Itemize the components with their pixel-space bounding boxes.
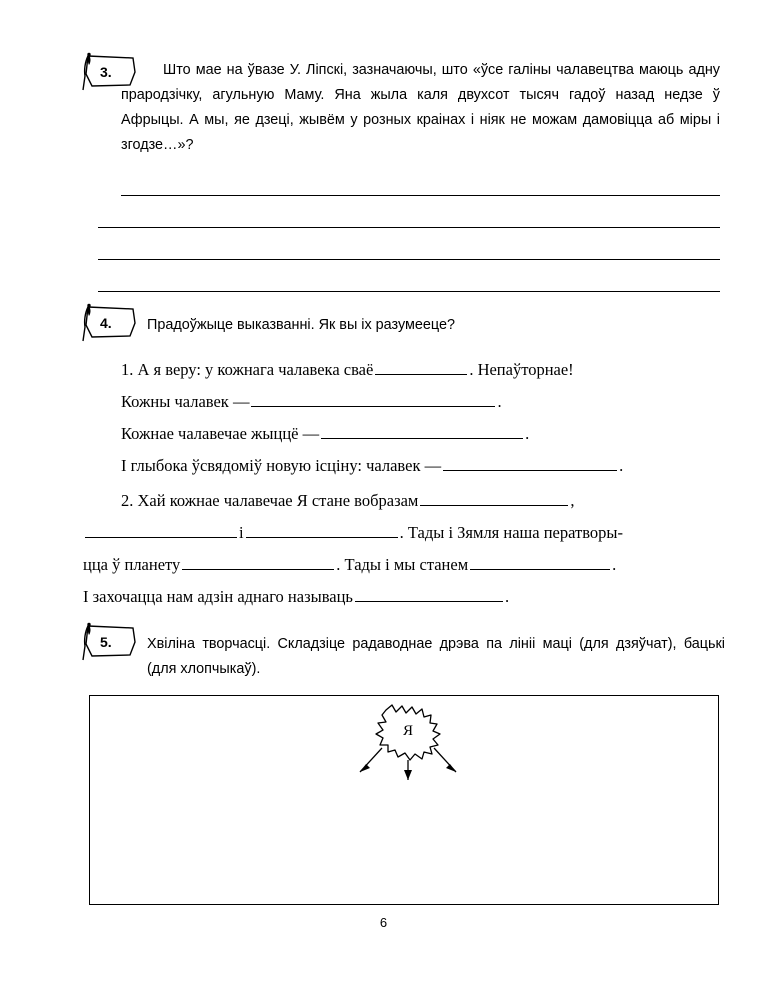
line8-text-b: . [504, 587, 510, 606]
line5-text-b: , [570, 491, 575, 510]
line7-text-c: . [612, 555, 617, 574]
fill-blank-1[interactable] [375, 358, 467, 375]
exercise-number-3: 3. [100, 64, 112, 80]
exercise-4-line-7 [83, 549, 723, 580]
exercise-4-line-5 [121, 485, 731, 516]
fill-blank-5[interactable] [420, 489, 568, 506]
exercise-4-line-3 [121, 418, 721, 449]
starburst-svg [348, 702, 468, 782]
line6-text-b: . Тады і Зямля наша ператворы- [399, 523, 623, 542]
exercise-3-prompt: Што мае на ўвазе У. Ліпскі, зазначаючы, што «ўсе галіны чалавецтва маюць адну прародзічку, агульную Маму. Яна жыла каля двухсот тысяч гадоў назад недзе ў Афрыцы. А мы, яе дзеці, жывём у розных краінах і ніяк не можам дамовіцца аб міры і згодзе…»? [121, 62, 720, 153]
line6-text-a: і [239, 523, 244, 542]
starburst-diagram [348, 702, 468, 782]
answer-rule-2[interactable] [98, 227, 720, 228]
fill-blank-10[interactable] [355, 585, 503, 602]
fill-blank-8[interactable] [182, 553, 334, 570]
exercise-4-prompt: Прадоўжыце выказванні. Як вы іх разумееце? [147, 317, 455, 333]
fill-blank-7[interactable] [246, 521, 398, 538]
line2-text-b: . [497, 392, 502, 411]
line5-text-a: Хай кожнае чалавечае Я стане вобразам [137, 491, 419, 510]
line4-text-b: . [619, 456, 624, 475]
exercise-4-line-2 [121, 386, 721, 417]
line3-text-a: Кожнае чалавечае жыццё — [121, 424, 320, 443]
line1-item-label: 1. [121, 360, 134, 379]
line8-text-a: І захочацца нам адзін аднаго называць [83, 587, 353, 606]
exercise-number-5: 5. [100, 634, 112, 650]
exercise-4-line-6 [83, 517, 723, 548]
fill-blank-9[interactable] [470, 553, 610, 570]
fill-blank-6[interactable] [85, 521, 237, 538]
exercise-5-prompt: Хвіліна творчасці. Складзіце радаводнае дрэва па лініі маці (для дзяўчат), бацькі (для хлопчыкаў). [147, 636, 725, 677]
fill-blank-3[interactable] [321, 422, 523, 439]
line2-text-a: Кожны чалавек — [121, 392, 250, 411]
starburst-center-label: Я [402, 723, 413, 739]
line1-text-b: . Непаўторнае! [469, 360, 574, 379]
page-number: 6 [379, 915, 388, 930]
fill-blank-4[interactable] [443, 454, 617, 471]
answer-rule-1[interactable] [121, 195, 720, 196]
answer-rule-3[interactable] [98, 259, 720, 260]
exercise-number-4: 4. [100, 315, 112, 331]
exercise-marker-5 [78, 622, 140, 660]
fill-blank-2[interactable] [251, 390, 495, 407]
line5-item-label: 2. [121, 491, 134, 510]
line7-text-a: цца ў планету [83, 555, 181, 574]
exercise-4-line-1 [121, 354, 721, 385]
exercise-marker-4 [78, 303, 140, 341]
line4-text-a: І глыбока ўсвядоміў новую ісціну: чалавек — [121, 456, 442, 475]
exercise-4-line-8 [83, 581, 723, 612]
answer-rule-4[interactable] [98, 291, 720, 292]
line7-text-b: . Тады і мы станем [336, 555, 469, 574]
exercise-4-line-4 [121, 450, 731, 481]
line3-text-b: . [525, 424, 530, 443]
line1-text-a: А я веру: у кожнага чалавека сваё [137, 360, 374, 379]
